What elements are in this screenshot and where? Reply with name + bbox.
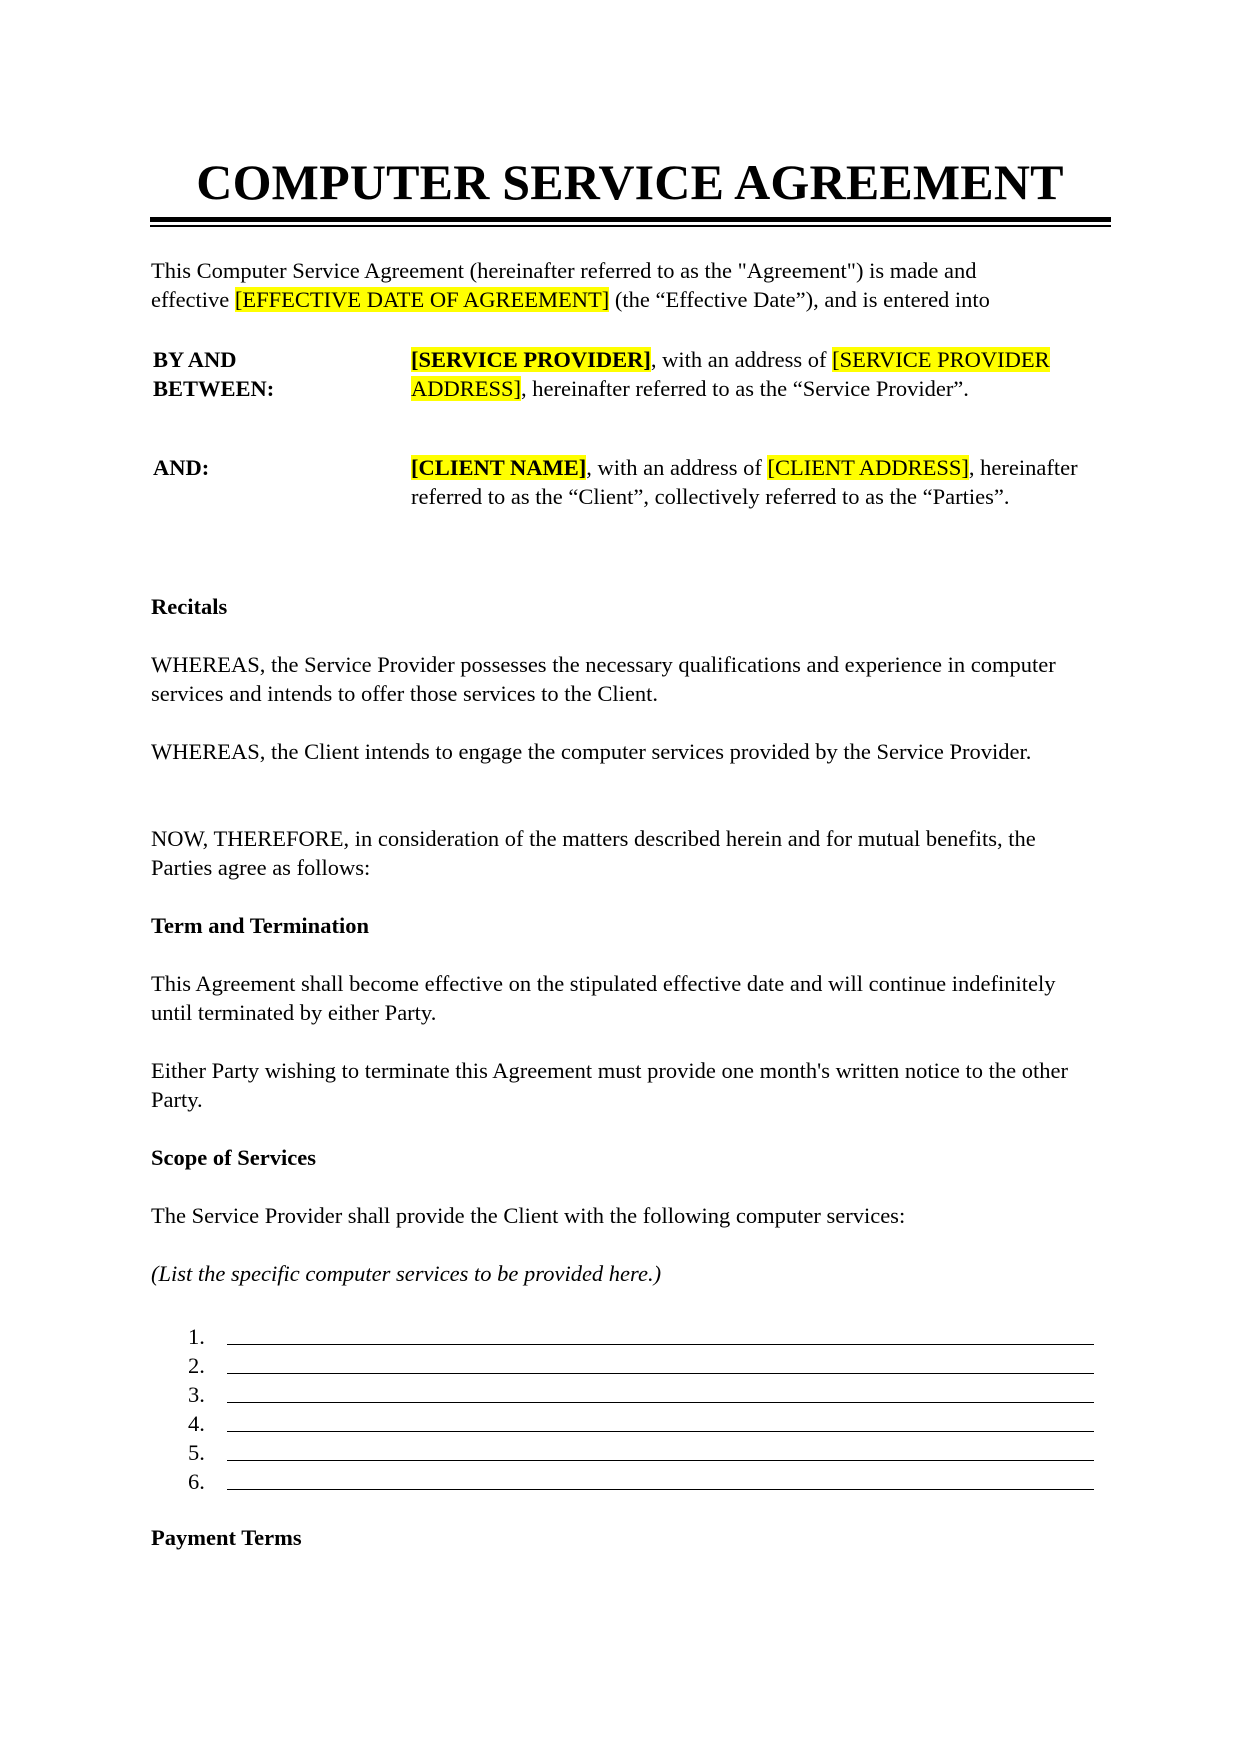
provider-post-text: , hereinafter referred to as the “Service Provider”. — [521, 376, 969, 401]
and-label: AND: — [153, 455, 210, 480]
client-post-text: , hereinafter referred to as the “Client”, collectively referred to as the “Parties”. — [411, 455, 1078, 509]
list-item-number: 3. — [188, 1382, 205, 1407]
list-item — [170, 1409, 1100, 1438]
document-title: COMPUTER SERVICE AGREEMENT — [196, 154, 1064, 210]
by-and-between-label: BY AND BETWEEN: — [153, 347, 275, 401]
client-mid-text: , with an address of — [586, 455, 768, 480]
list-item — [170, 1380, 1100, 1409]
recitals-paragraph-3: NOW, THEREFORE, in consideration of the matters described herein and for mutual benefits, the Parties agree as follows: — [151, 826, 1036, 880]
service-provider-clause — [411, 345, 1101, 403]
services-list — [170, 1322, 1100, 1496]
term-heading: Term and Termination — [151, 913, 369, 938]
effective-date-placeholder: [EFFECTIVE DATE OF AGREEMENT] — [234, 287, 610, 312]
term-paragraph-1: This Agreement shall become effective on the stipulated effective date and will continue indefinitely until terminated by either Party. — [151, 971, 1056, 1025]
recitals-heading: Recitals — [151, 594, 228, 619]
list-item-number: 4. — [188, 1411, 205, 1436]
list-item — [170, 1438, 1100, 1467]
provider-mid-text: , with an address of — [650, 347, 833, 372]
title-rule-thick — [150, 217, 1111, 222]
blank-line — [227, 1489, 1094, 1490]
recitals-paragraph-1: WHEREAS, the Service Provider possesses the necessary qualifications and experience in computer services and intends to offer those services to the Client. — [151, 652, 1056, 706]
list-item — [170, 1322, 1100, 1351]
intro-paragraph — [151, 256, 1111, 314]
intro-line-2-pre: effective — [151, 287, 235, 312]
blank-line — [227, 1460, 1094, 1461]
service-provider-address-placeholder: [SERVICE PROVIDER ADDRESS] — [411, 347, 1050, 401]
list-item-number: 5. — [188, 1440, 205, 1465]
blank-line — [227, 1373, 1094, 1374]
title-rule-thin — [150, 225, 1111, 227]
list-item — [170, 1467, 1100, 1496]
blank-line — [227, 1431, 1094, 1432]
term-paragraph-2: Either Party wishing to terminate this Agreement must provide one month's written notice to the other Party. — [151, 1058, 1068, 1112]
list-item-number: 6. — [188, 1469, 205, 1494]
list-item-number: 2. — [188, 1353, 205, 1378]
list-item-number: 1. — [188, 1324, 205, 1349]
intro-line-1: This Computer Service Agreement (hereinafter referred to as the "Agreement") is made and — [151, 258, 977, 283]
client-clause — [411, 453, 1101, 511]
list-item — [170, 1351, 1100, 1380]
client-name-placeholder: [CLIENT NAME] — [411, 455, 587, 480]
service-provider-placeholder: [SERVICE PROVIDER] — [411, 347, 651, 372]
recitals-paragraph-2: WHEREAS, the Client intends to engage the computer services provided by the Service Provider. — [151, 739, 1032, 764]
blank-line — [227, 1344, 1094, 1345]
intro-line-2-post: (the “Effective Date”), and is entered into — [609, 287, 990, 312]
scope-heading: Scope of Services — [151, 1145, 316, 1170]
client-address-placeholder: [CLIENT ADDRESS] — [767, 455, 969, 480]
scope-instruction: (List the specific computer services to be provided here.) — [151, 1261, 662, 1286]
blank-line — [227, 1402, 1094, 1403]
payment-heading: Payment Terms — [151, 1525, 302, 1550]
scope-paragraph: The Service Provider shall provide the Client with the following computer services: — [151, 1203, 906, 1228]
